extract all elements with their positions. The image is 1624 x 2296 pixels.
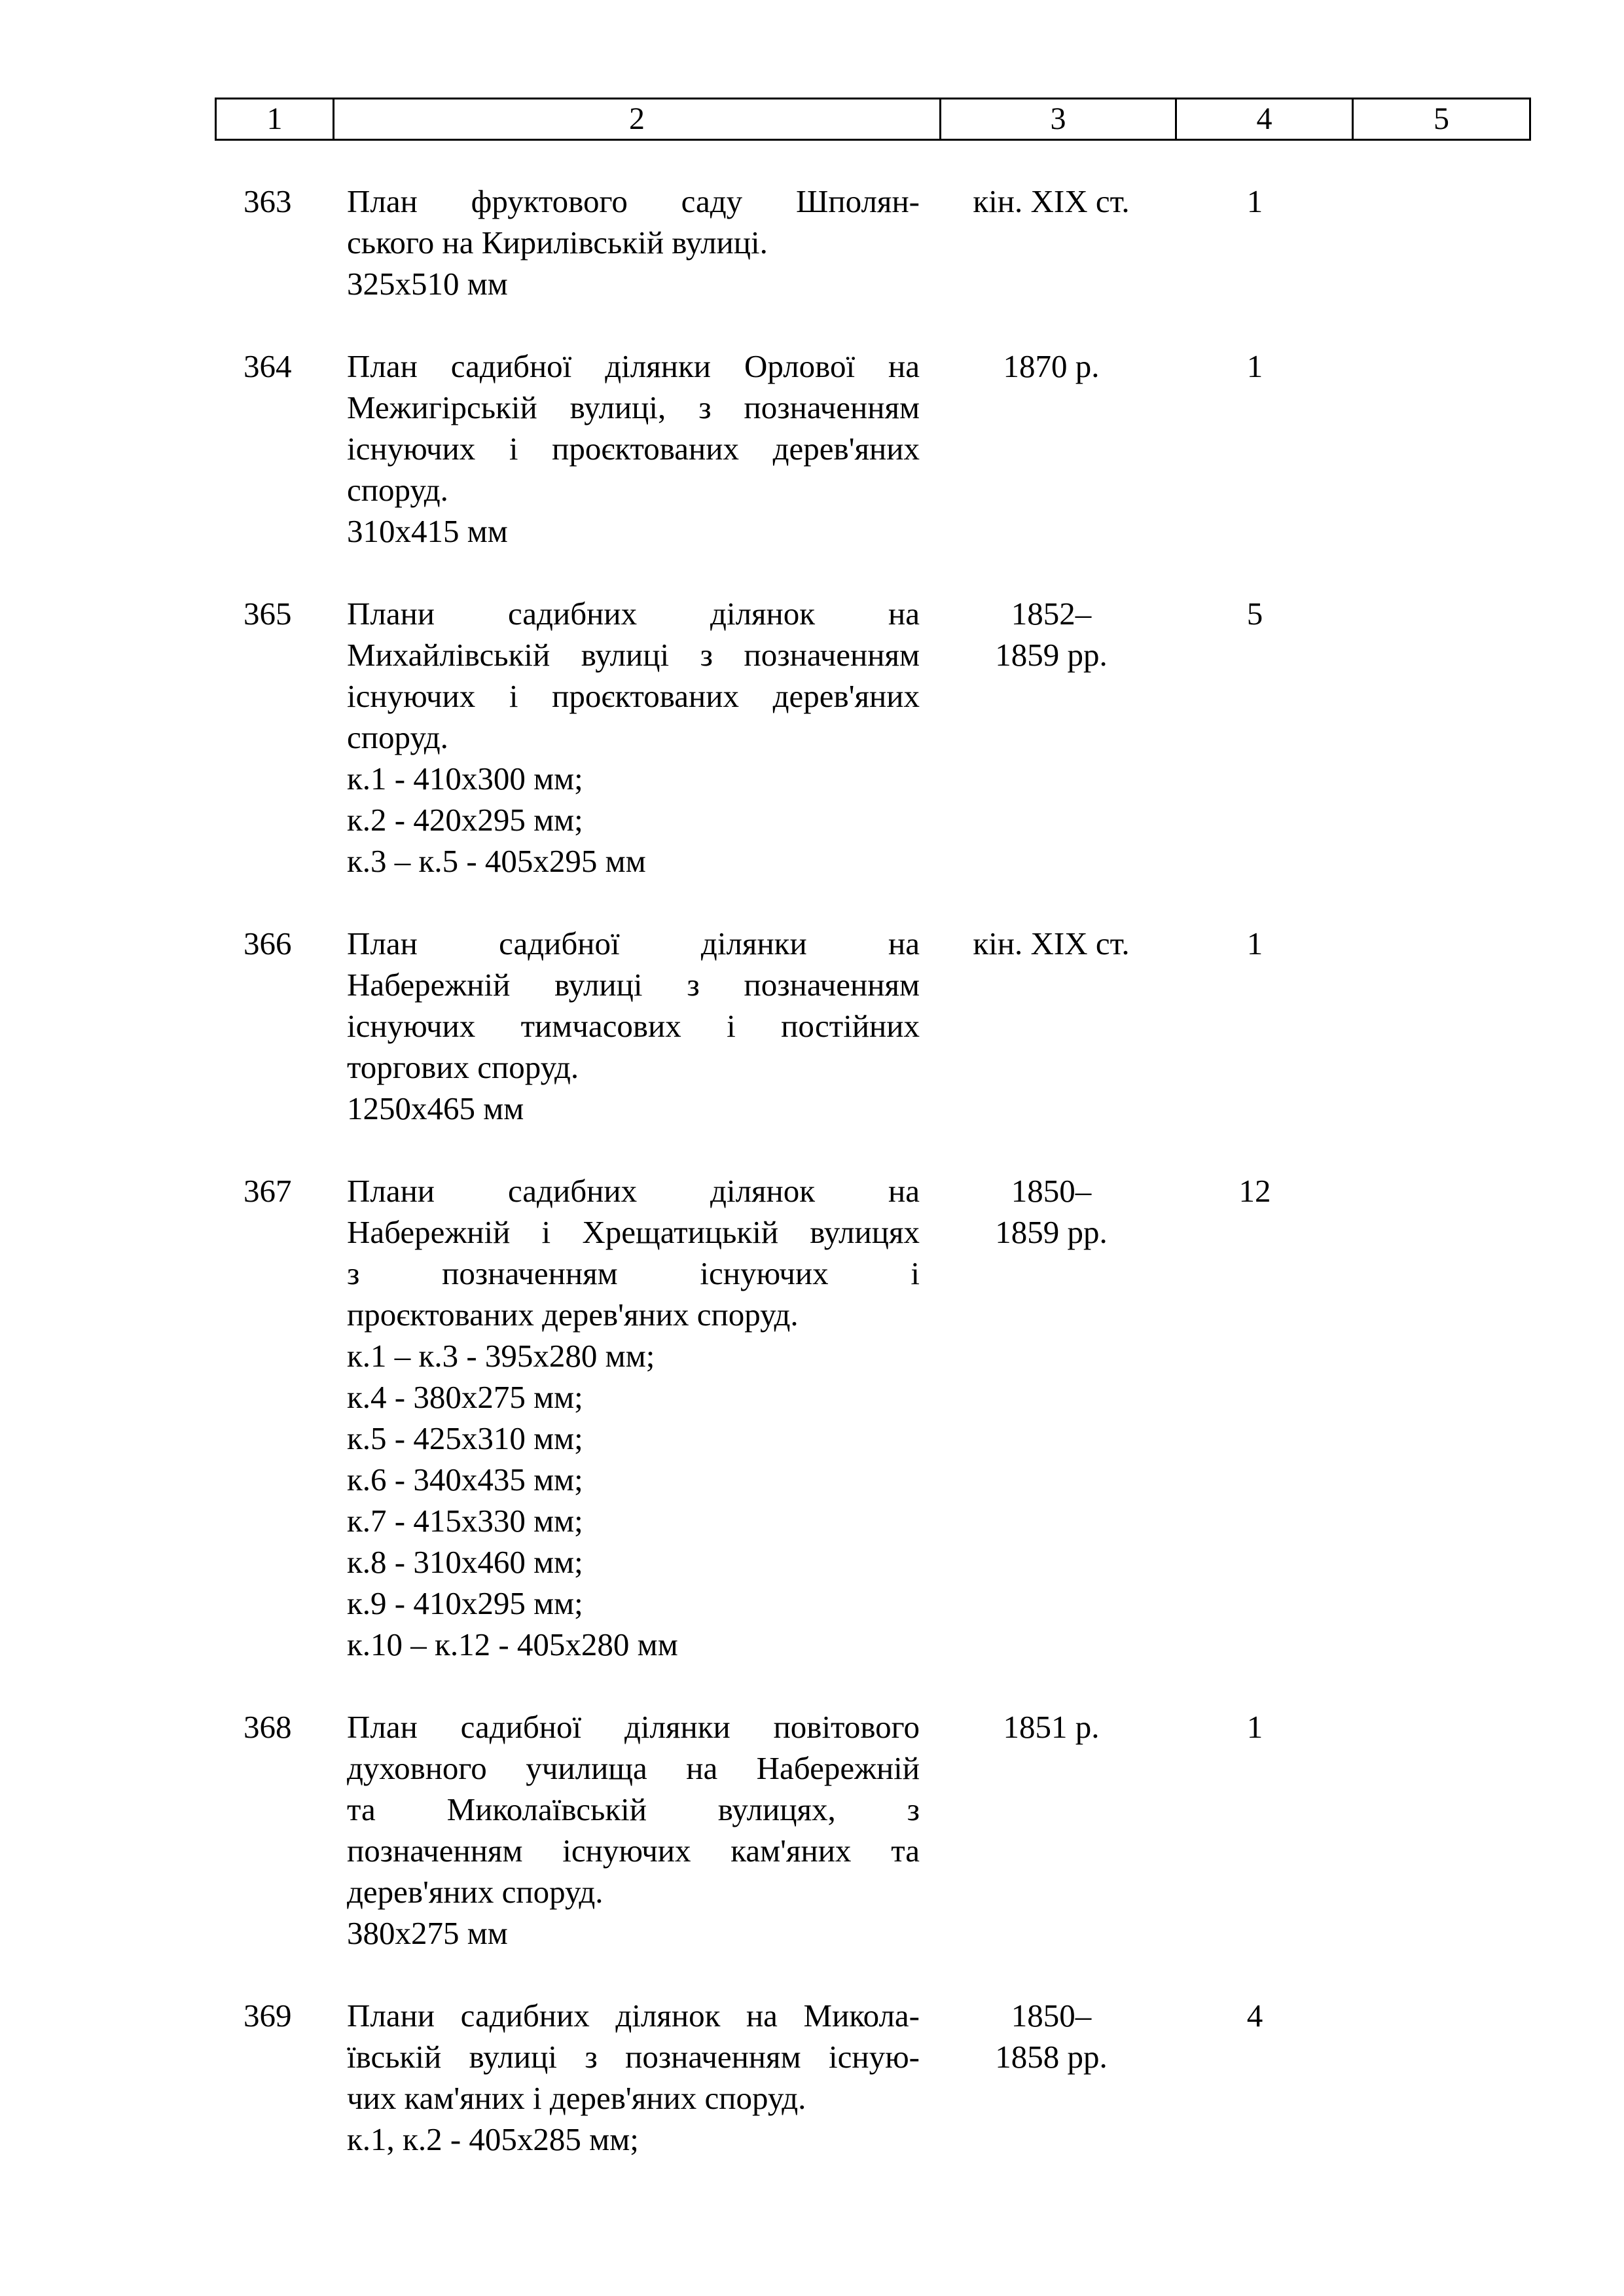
entry-date [933, 1995, 1170, 2077]
description-line: з позначенням існуючих і [347, 1255, 920, 1291]
description-line: к.10 – к.12 - 405х280 мм [347, 1626, 678, 1662]
description-line: проєктованих дерев'яних споруд. [347, 1297, 799, 1333]
description-line: Межигірській вулиці, з позначенням [347, 389, 920, 425]
entry-sheet-count: 1 [1246, 1709, 1263, 1745]
column-header-3: 3 [941, 99, 1176, 140]
description-line: 1250х465 мм [347, 1090, 524, 1126]
description-line: План садибної ділянки на [347, 925, 920, 961]
entry-sheet-count: 12 [1238, 1173, 1271, 1209]
entry-date [933, 346, 1170, 387]
column-header-1: 1 [216, 99, 334, 140]
description-line: Набережній вулиці з позначенням [347, 967, 920, 1003]
entry-description [347, 593, 920, 882]
entry-sheet-count: 1 [1246, 183, 1263, 219]
entry-date [933, 181, 1170, 222]
description-line: к.4 - 380х275 мм; [347, 1379, 583, 1415]
description-line: та Миколаївській вулицях, з [347, 1791, 920, 1827]
description-line: 380х275 мм [347, 1915, 508, 1951]
entry-date [933, 1706, 1170, 1748]
description-line: План садибної ділянки повітового [347, 1709, 920, 1745]
date-line: 1858 рр. [995, 2039, 1108, 2075]
description-line: ївській вулиці з позначенням існую- [347, 2039, 920, 2075]
description-line: к.9 - 410х295 мм; [347, 1585, 583, 1621]
description-line: Михайлівській вулиці з позначенням [347, 637, 920, 673]
entry-number: 368 [244, 1709, 292, 1745]
description-line: к.8 - 310х460 мм; [347, 1544, 583, 1580]
entry-sheet-count: 5 [1246, 596, 1263, 632]
description-line: споруд. [347, 719, 448, 755]
entry-description [347, 181, 920, 304]
entry-description [347, 1995, 920, 2160]
date-line: 1852– [1011, 596, 1092, 632]
date-line: 1859 рр. [995, 637, 1108, 673]
description-line: 325х510 мм [347, 266, 508, 302]
column-header-table [215, 98, 1531, 141]
description-line: існуючих і проєктованих дерев'яних [347, 678, 920, 714]
description-line: споруд. [347, 472, 448, 508]
description-line: дерев'яних споруд. [347, 1874, 604, 1910]
description-line: к.1 – к.3 - 395х280 мм; [347, 1338, 655, 1374]
entry-number: 364 [244, 348, 292, 384]
description-line: існуючих і проєктованих дерев'яних [347, 431, 920, 467]
catalog-entry [0, 1706, 1624, 1954]
description-line: к.7 - 415х330 мм; [347, 1503, 583, 1539]
description-line: Плани садибних ділянок на Микола- [347, 1998, 920, 2034]
column-header-4: 4 [1176, 99, 1353, 140]
entry-date [933, 923, 1170, 964]
catalog-entry [0, 593, 1624, 882]
entry-sheet-count: 1 [1246, 925, 1263, 961]
date-line: 1851 р. [1003, 1709, 1100, 1745]
description-line: Плани садибних ділянок на [347, 596, 920, 632]
description-line: чих кам'яних і дерев'яних споруд. [347, 2080, 806, 2116]
entry-description [347, 1706, 920, 1954]
catalog-entries [0, 181, 1624, 2201]
entry-sheet-count: 4 [1246, 1998, 1263, 2034]
date-line: 1850– [1011, 1173, 1092, 1209]
description-line: к.3 – к.5 - 405х295 мм [347, 843, 646, 879]
description-line: Плани садибних ділянок на [347, 1173, 920, 1209]
description-line: Набережній і Хрещатицькій вулицях [347, 1214, 920, 1250]
catalog-entry [0, 923, 1624, 1129]
entry-date [933, 1170, 1170, 1253]
date-line: 1859 рр. [995, 1214, 1108, 1250]
description-line: План фруктового саду Шполян- [347, 183, 920, 219]
column-header-2: 2 [334, 99, 941, 140]
description-line: План садибної ділянки Орлової на [347, 348, 920, 384]
description-line: існуючих тимчасових і постійних [347, 1008, 920, 1044]
column-header-row [216, 99, 1530, 140]
date-line: 1870 р. [1003, 348, 1100, 384]
description-line: торгових споруд. [347, 1049, 579, 1085]
catalog-entry [0, 1995, 1624, 2160]
description-line: к.1 - 410х300 мм; [347, 761, 583, 797]
description-line: к.1, к.2 - 405х285 мм; [347, 2121, 639, 2157]
entry-number: 366 [244, 925, 292, 961]
entry-number: 365 [244, 596, 292, 632]
entry-sheet-count: 1 [1246, 348, 1263, 384]
column-header-5: 5 [1353, 99, 1530, 140]
date-line: кін. ХІХ ст. [973, 183, 1130, 219]
catalog-entry [0, 1170, 1624, 1665]
entry-description [347, 346, 920, 552]
description-line: к.2 - 420х295 мм; [347, 802, 583, 838]
date-line: 1850– [1011, 1998, 1092, 2034]
description-line: к.5 - 425х310 мм; [347, 1420, 583, 1456]
catalog-entry [0, 346, 1624, 552]
description-line: духовного училища на Набережній [347, 1750, 920, 1786]
description-line: к.6 - 340х435 мм; [347, 1462, 583, 1498]
entry-description [347, 1170, 920, 1665]
entry-number: 369 [244, 1998, 292, 2034]
catalog-entry [0, 181, 1624, 304]
description-line: 310х415 мм [347, 513, 508, 549]
description-line: ського на Кирилівській вулиці. [347, 224, 768, 260]
entry-number: 363 [244, 183, 292, 219]
entry-description [347, 923, 920, 1129]
date-line: кін. ХІХ ст. [973, 925, 1130, 961]
entry-date [933, 593, 1170, 675]
description-line: позначенням існуючих кам'яних та [347, 1833, 920, 1869]
entry-number: 367 [244, 1173, 292, 1209]
